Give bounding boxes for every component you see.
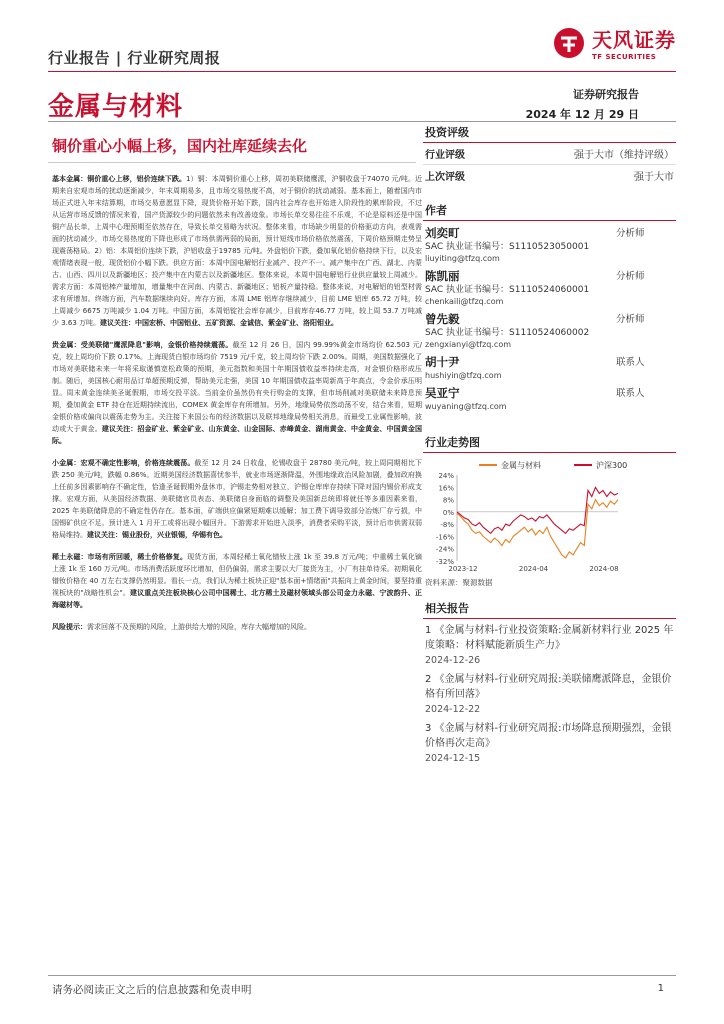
paragraph-lead: 稀土永磁：市场有所回暖，稀土价格修复。: [52, 553, 188, 561]
author-cert: SAC 执业证书编号：S1110524060001: [425, 285, 590, 295]
trend-chart: [423, 457, 676, 575]
author-name: 陈凯丽: [425, 269, 460, 283]
sidebar: [423, 122, 676, 766]
author-line: [425, 385, 674, 401]
author-role: 分析师: [616, 271, 645, 282]
y-tick-label: 24%: [438, 472, 454, 480]
report-headline: 铜价重心小幅上移，国内社库延续去化: [52, 137, 308, 155]
legend-label: 沪深300: [596, 461, 628, 470]
author-name: 曾先毅: [425, 312, 460, 326]
authors-heading: 作者: [423, 200, 676, 221]
author-line: [425, 311, 674, 327]
rating-value: 强于大市: [634, 172, 674, 183]
paragraph-tail: 建议关注：中国宏桥、中国铝业、五矿资源、金诚信、紫金矿业、洛阳钼业。: [100, 319, 339, 327]
logo-en-text: TF SECURITIES: [592, 53, 657, 61]
paragraph-rare-earth: [52, 551, 422, 611]
paragraph-lead: 风险提示：: [52, 623, 87, 631]
rating-key: 上次评级: [425, 172, 465, 183]
series-line-0: [457, 500, 618, 558]
rating-table: [423, 143, 676, 186]
related-report-title: 3 《金属与材料-行业研究周报:市场降息预期强烈，金银价格再次走高》: [425, 723, 672, 749]
rating-key: 行业评级: [425, 150, 465, 161]
related-section: [423, 598, 676, 766]
author-entry: [423, 354, 676, 381]
rating-heading: 投资评级: [423, 122, 676, 143]
author-name: 胡十尹: [425, 355, 460, 369]
trend-section: [423, 432, 676, 588]
author-role: 联系人: [616, 357, 645, 368]
author-entry: [423, 225, 676, 264]
paragraph-body: 截至 12 月 26 日，国内 99.99%黄金市场均价 62.503 元/克，较上周均价下跌 0.17%。上海现货白银市场均价 7519 元/千克，较上周均价下跌 2.00%。周期，美国数据强化了市场对美联储未来一年将采取谨慎宽松政策的预期，美元指数和美国十年期国债收益率持续走高，对金银价格形成压制。随后，美国核心耐用品订单超预期反弹，帮助美元走强，美国 10 年期国债收益率周新高于年高点，令金价承压明显。周末黄金连续美圣诞假期，市场交投平淡。当前金价虽然仍有央行购金的支撑，但市场削减对美联储未来降息预期，叠加黄金 ETF 持仓在近期持续流出，COMEX 黄金库存有所增加。另外，地缘局势依然动荡不安，结合来看，短期金银价格或偏向以震荡走势为主。关注接下来国公布的经济数据以及联邦地缘局势相关消息，而最受工业属性影响，波动或大于黄金。: [52, 341, 423, 433]
author-line: [425, 354, 674, 370]
paragraph-minor-metals: [52, 457, 422, 541]
paragraph-tail: 建议重点关注板块核心公司中国稀土、北方稀土及磁材领域头部公司金力永磁、宁波韵升、正海磁材等。: [52, 589, 422, 609]
related-report-date: 2024-12-26: [425, 655, 481, 666]
legend-label: 金属与材料: [501, 461, 541, 470]
summary-body: [52, 173, 422, 643]
author-list: [423, 225, 676, 412]
chart-source: 资料来源：聚源数据: [425, 578, 493, 587]
author-entry: [423, 385, 676, 412]
paragraph-base-metals: [52, 173, 422, 329]
x-tick-label: 2024-08: [589, 565, 619, 573]
author-email[interactable]: wuyaning@tfzq.com: [425, 402, 507, 411]
related-report-link[interactable]: [423, 619, 676, 668]
author-name: 刘奕町: [425, 226, 460, 240]
footer-divider: [48, 975, 676, 976]
report-type: 证券研究报告: [573, 88, 639, 101]
paragraph-tail: 建议关注：锡业股份，兴业银锡，华锡有色。: [87, 531, 227, 539]
paragraph-risk: [52, 621, 422, 633]
author-entry: [423, 311, 676, 350]
paragraph-body: 截至 12 月 24 日收盘，伦锡收盘于 28780 美元/吨，较上周同期相比下跌 250 美元/吨，跌幅 0.86%。近期美国经济数据喜忧参半，就业市场逐渐降温，外围地缘政治风险加剧，叠加政府换上任前多因素影响存不确定性，恰逢圣诞假期外盘休市，沪锡走势相对独立，沪锡仓库库存持续下降对国内锡价形成支撑。宏观方面，从美国经济数据、美联储官员表态、美联储自身面临的调整及美国新总统即将就任等多重因素来看，2025 年美联储降息的不确定性仍存在。基本面，矿端供应偏紧短期难以缓解；加工费下调导致部分冶炼厂存亏损，中国锡矿供应不足。预计进入 1 月开工或将出现小幅回升。下游需求开始进入淡季，消费者采购平淡，预计后市供需双弱格局维持。: [52, 459, 422, 539]
y-tick-label: -8%: [440, 521, 454, 530]
paragraph-body: 1）铜：本周铜价重心上移，周初美联储鹰派，沪铜收盘于74070 元/吨。近期来自宏观市场的扰动逐渐减少，年末周期易多，且市场交易热度不高，对于铜价的扰动减弱。基本面上，随着国内市场正式进入年末结算期，市场交易意愿显下降，现货价格开始下跌，国内社会库存也开始进入阶段性的累库阶段，不过从运营市场反馈的情况来看，国产货源较少的问题依然未有改善迹象。市场长单交易往往不乐观，不论是原料还是中国铜产品长单，上周中心理预期至依然存在，导致长单交易略为状况。整体来看，市场缺少明显的价格驱动方向，表观需面的扰动减少，市场交易热度的下降也形成了市场供需两弱的局面，预计短线市场价格依然震荡，下周价格预期走势呈现震荡格局。2）铝：本周铝价连续下跌，沪铝收盘于19785 元/吨。外盘铝价下跌，叠加氧化铝价格持续下行，以及宏观情绪表现一般，现货铝价小幅下跌。供应方面：本周中国电解铝行业减产、投产不一。减产集中在广西、湖北、内蒙古、山西、四川以及新疆地区；投产集中在内蒙古以及新疆地区。整体来说，本周中国电解铝行业供应量较上周减少。需求方面：本周铝棒产量增加，增量集中在河南、内蒙古、新疆地区；铝板产量持稳。整体来说，对电解铝的铝型材需求有所增加。终端方面，汽车数据继续向好。库存方面，本周 LME 铝库存继续减少，目前 LME 铝库 65.72 万吨，较上周减少 6675 万吨减少 1.04 万吨。中国方面，本周铝锭社会库存减少，目前库存46.77 万吨，较上周 53.7 万吨减少 3.63 万吨。: [52, 175, 423, 327]
related-report-title: 1 《金属与材料-行业投资策略:金属新材料行业 2025 年度策略：材料赋能新质生产力》: [425, 625, 674, 651]
y-tick-label: -16%: [435, 533, 454, 542]
paragraph-body: 需求回落不及预期的风险，上游供给大增的风险，库存大幅增加的风险。: [87, 623, 311, 631]
related-report-link[interactable]: [423, 668, 676, 717]
y-tick-label: 0%: [442, 508, 454, 517]
author-email[interactable]: liuyiting@tfzq.com: [425, 254, 500, 263]
y-tick-label: -24%: [435, 545, 454, 554]
paragraph-tail: 建议关注：招金矿业、紫金矿业、山东黄金、山金国际、赤峰黄金、湖南黄金、中金黄金、中国黄金国际。: [52, 425, 423, 445]
paragraph-lead: 基本金属：铜价重心上移，铝价连续下跌。: [52, 175, 187, 183]
rating-value: 强于大市（维持评级）: [574, 150, 674, 161]
related-heading: 相关报告: [423, 598, 676, 619]
header-divider: [48, 71, 676, 72]
paragraph-lead: 小金属：宏观不确定性影响，价格连续震荡。: [52, 459, 195, 467]
related-report-date: 2024-12-15: [425, 753, 481, 764]
page-title: 金属与材料: [48, 92, 184, 122]
author-role: 分析师: [616, 314, 645, 325]
author-role: 联系人: [616, 388, 645, 399]
logo-cn-text: 天风证券: [592, 28, 676, 52]
trend-heading: 行业走势图: [423, 432, 676, 453]
footer-disclaimer: 请务必阅读正文之后的信息披露和免责申明: [52, 984, 252, 996]
related-list: [423, 619, 676, 766]
y-tick-label: 16%: [438, 484, 454, 493]
author-email[interactable]: zengxianyi@tfzq.com: [425, 340, 512, 349]
author-cert: SAC 执业证书编号：S1110523050001: [425, 242, 590, 252]
author-line: [425, 225, 674, 241]
author-email[interactable]: hushiyin@tfzq.com: [425, 371, 502, 380]
author-entry: [423, 268, 676, 307]
headline-divider: [48, 162, 416, 163]
series-line-1: [457, 487, 618, 533]
x-tick-label: 2023-12: [448, 565, 478, 573]
author-cert: SAC 执业证书编号：S1110524060002: [425, 328, 590, 338]
rating-row: [423, 165, 676, 186]
paragraph-body: 现货方面，本周轻稀土氧化镨钕上涨 1k 至 39.8 万元/吨；中重稀土氧化镝上涨 1k 至 160 万元/吨。市场消费活跃度环比增加，但仍偏弱，需求主要以大厂接货为主，小厂有挂单待采。初期氧化镨钕价格在 40 万左右支撑仍然明显。看长一点，我们认为稀土板块正迎"基本面+情绪面"共振向上黄金时间，要坚持重视板块的"战略性机会"。: [52, 553, 422, 597]
author-name: 吴亚宁: [425, 386, 460, 400]
related-report-date: 2024-12-22: [425, 704, 481, 715]
related-report-title: 2 《金属与材料-行业研究周报:美联储鹰派降息，金银价格有所回落》: [425, 674, 672, 700]
report-date: 2024 年 12 月 29 日: [525, 108, 639, 121]
rating-row: [423, 143, 676, 165]
x-tick-label: 2024-04: [518, 565, 549, 573]
company-logo: [552, 24, 676, 61]
author-email[interactable]: chenkaili@tfzq.com: [425, 297, 504, 306]
y-tick-label: -32%: [435, 558, 454, 566]
tf-logo-icon: [552, 26, 586, 60]
trend-chart-svg: [423, 457, 676, 575]
report-category: 行业报告 | 行业研究周报: [48, 49, 221, 67]
y-tick-label: 8%: [442, 496, 454, 505]
related-report-link[interactable]: [423, 717, 676, 766]
paragraph-precious-metals: [52, 339, 422, 447]
author-role: 分析师: [616, 228, 645, 239]
page-number: 1: [657, 983, 664, 994]
paragraph-lead: 贵金属：受美联储"鹰派降息"影响，金银价格持续震荡。: [52, 341, 233, 349]
author-line: [425, 268, 674, 284]
